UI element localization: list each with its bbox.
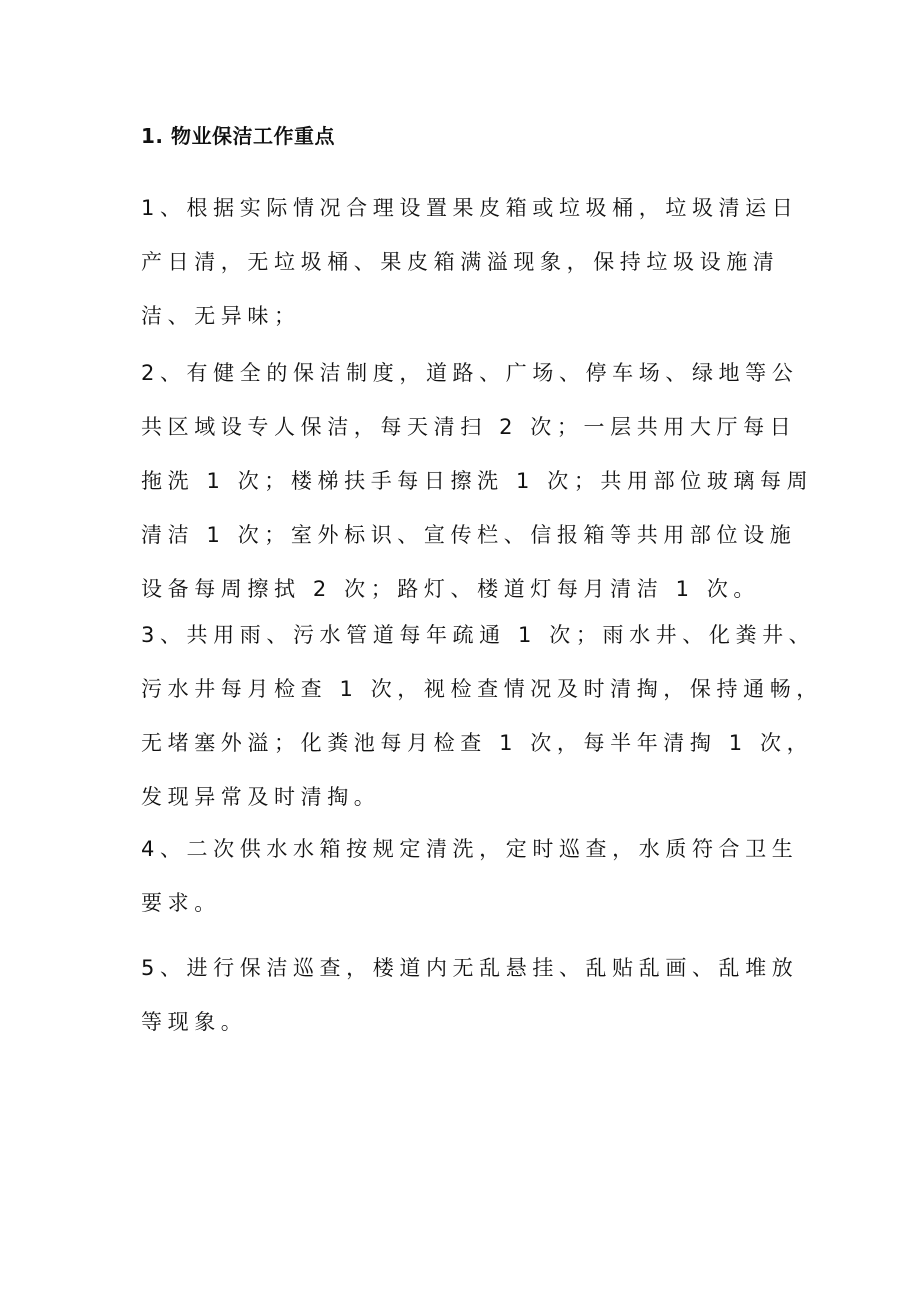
paragraph-line: 产日清，无垃圾桶、果皮箱满溢现象，保持垃圾设施清: [141, 250, 780, 274]
paragraph-line: 发现异常及时清掏。: [141, 785, 381, 809]
paragraph-line: 要求。: [141, 891, 221, 915]
paragraph-4: [141, 822, 821, 930]
paragraph-3: [141, 608, 821, 824]
paragraph-line: 4、二次供水水箱按规定清洗，定时巡查，水质符合卫生: [141, 837, 799, 861]
paragraph-line: 3、共用雨、污水管道每年疏通 1 次；雨水井、化粪井、: [141, 623, 816, 647]
paragraph-line: 无堵塞外溢；化粪池每月检查 1 次，每半年清掏 1 次，: [141, 731, 814, 755]
paragraph-line: 2、有健全的保洁制度，道路、广场、停车场、绿地等公: [141, 361, 799, 385]
paragraph-line: 5、进行保洁巡查，楼道内无乱悬挂、乱贴乱画、乱堆放: [141, 956, 799, 980]
paragraph-line: 污水井每月检查 1 次，视检查情况及时清掏，保持通畅，: [141, 677, 823, 701]
paragraph-1: [141, 181, 821, 343]
paragraph-line: 设备每周擦拭 2 次；路灯、楼道灯每月清洁 1 次。: [141, 577, 761, 601]
paragraph-line: 等现象。: [141, 1010, 248, 1034]
section-heading: 1. 物业保洁工作重点: [141, 124, 335, 148]
paragraph-line: 清洁 1 次；室外标识、宣传栏、信报箱等共用部位设施: [141, 523, 797, 547]
paragraph-2: [141, 346, 821, 616]
paragraph-line: 洁、无异味；: [141, 304, 301, 328]
paragraph-line: 拖洗 1 次；楼梯扶手每日擦洗 1 次；共用部位玻璃每周: [141, 469, 814, 493]
paragraph-line: 共区域设专人保洁，每天清扫 2 次；一层共用大厅每日: [141, 415, 797, 439]
paragraph-line: 1、根据实际情况合理设置果皮箱或垃圾桶，垃圾清运日: [141, 196, 799, 220]
paragraph-5: [141, 941, 821, 1049]
